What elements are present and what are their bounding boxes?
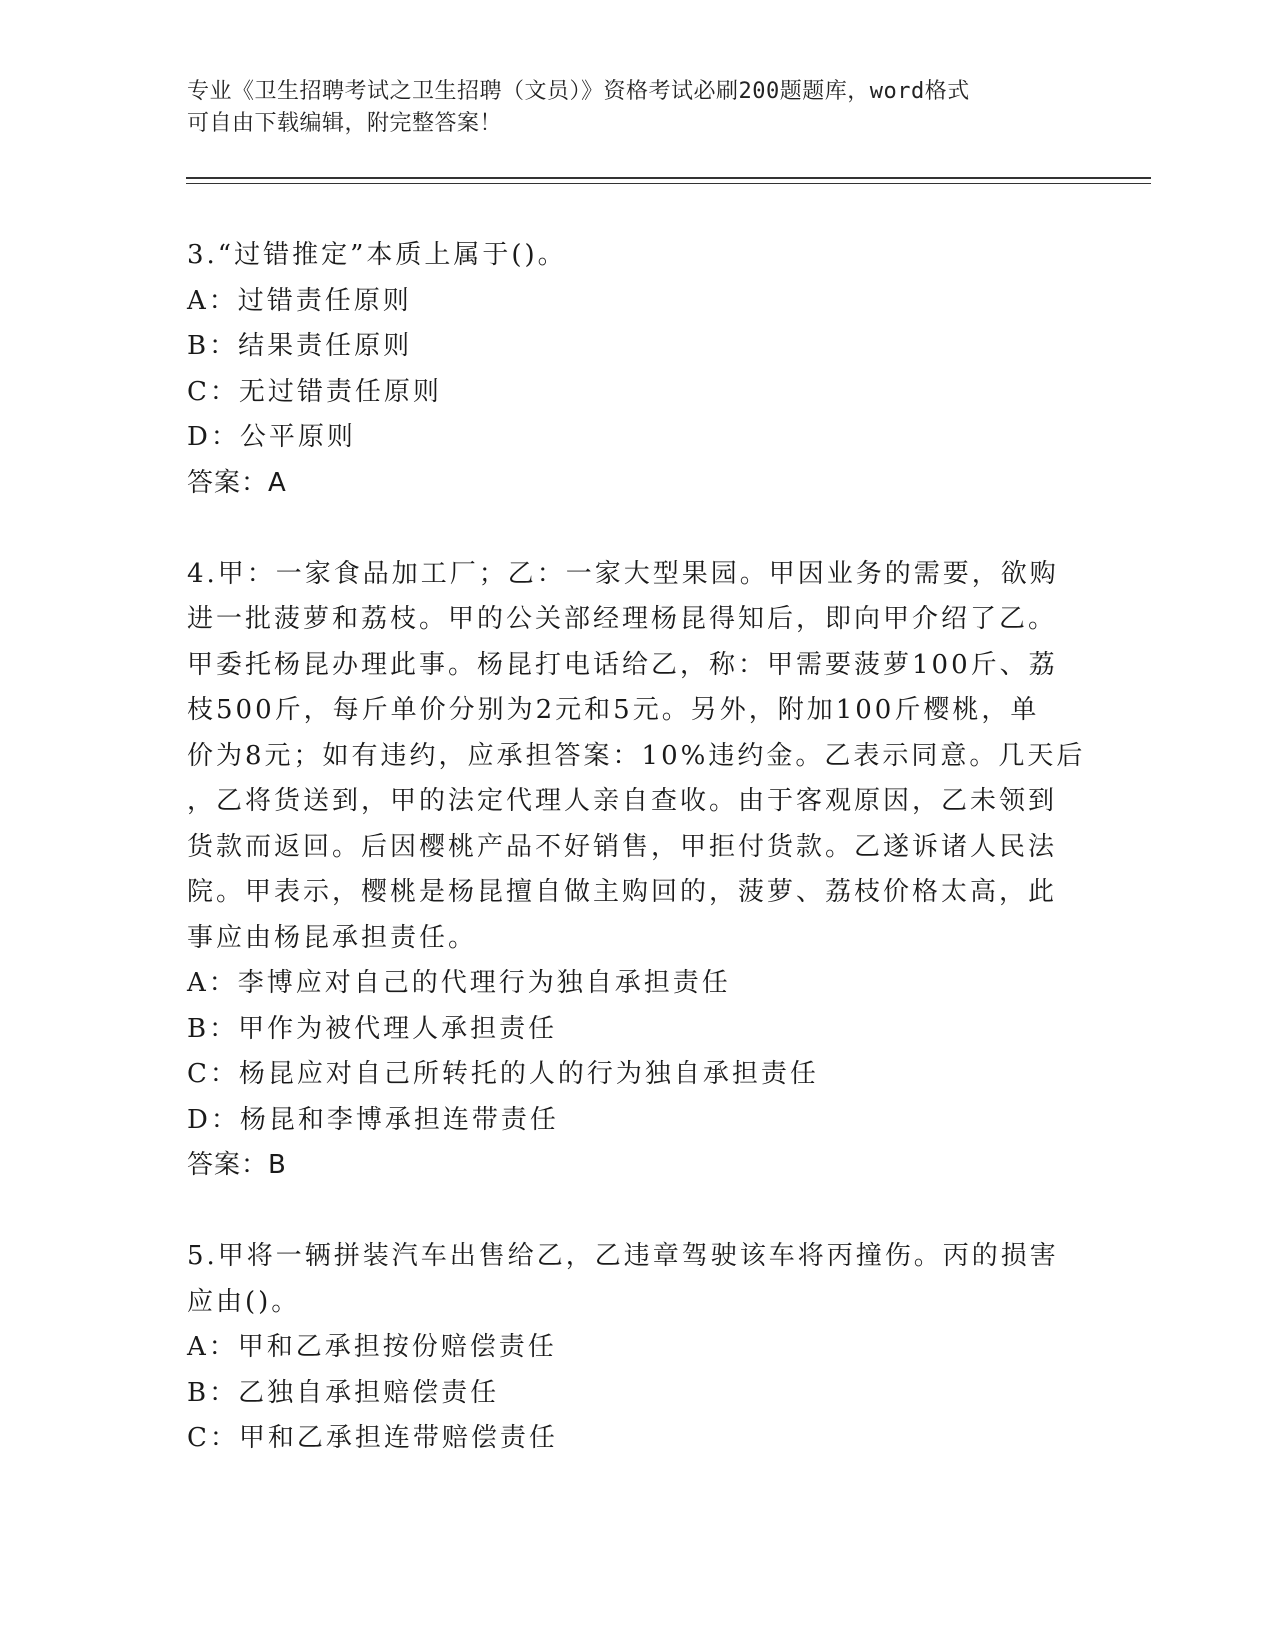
option-b: B：结果责任原则 (187, 331, 413, 361)
question-list (187, 233, 1086, 1462)
question-stem: 货款而返回。后因樱桃产品不好销售，甲拒付货款。乙遂诉诸人民法 (187, 831, 1058, 862)
answer-label: 答案：A (187, 467, 287, 498)
option-d: D：公平原则 (187, 422, 356, 452)
header-divider (186, 183, 1151, 184)
option-a: A：李博应对自己的代理行为独自承担责任 (187, 968, 731, 998)
question-stem: 事应由杨昆承担责任。 (187, 922, 478, 953)
question-stem: 应由()。 (187, 1286, 301, 1317)
option-b: B：乙独自承担赔偿责任 (187, 1377, 500, 1408)
question-stem: 4.甲：一家食品加工厂；乙：一家大型果园。甲因业务的需要，欲购 (187, 558, 1059, 589)
question-item (187, 552, 1086, 1189)
option-a: A：甲和乙承担按份赔偿责任 (187, 1332, 557, 1362)
question-item (187, 1234, 1067, 1462)
option-b: B：甲作为被代理人承担责任 (187, 1013, 558, 1044)
header-line: 专业《卫生招聘考试之卫生招聘（文员）》资格考试必刷200题题库，word格式 (187, 79, 970, 104)
answer-label: 答案：B (187, 1150, 287, 1180)
question-stem: 5.甲将一辆拼装汽车出售给乙，乙违章驾驶该车将丙撞伤。丙的损害 (187, 1241, 1059, 1271)
question-stem: 进一批菠萝和荔枝。甲的公关部经理杨昆得知后，即向甲介绍了乙。 (187, 604, 1058, 634)
header-line: 可自由下载编辑，附完整答案！ (187, 111, 503, 136)
question-stem: 3.“过错推定”本质上属于()。 (187, 240, 567, 270)
question-stem: 价为8元；如有违约，应承担答案：10%违约金。乙表示同意。几天后 (187, 740, 1086, 771)
question-item (187, 233, 1067, 506)
option-a: A：过错责任原则 (187, 285, 412, 316)
question-stem: 枝500斤，每斤单价分别为2元和5元。另外，附加100斤樱桃，单 (187, 695, 1040, 725)
option-c: C：无过错责任原则 (187, 376, 442, 407)
option-d: D：杨昆和李博承担连带责任 (187, 1104, 559, 1135)
option-c: C：杨昆应对自己所转托的人的行为独自承担责任 (187, 1059, 819, 1089)
question-stem: 院。甲表示，樱桃是杨昆擅自做主购回的，菠萝、荔枝价格太高，此 (187, 877, 1058, 907)
question-stem: 甲委托杨昆办理此事。杨昆打电话给乙，称：甲需要菠萝100斤、荔 (187, 649, 1058, 680)
document-header (187, 76, 1067, 140)
header-divider (186, 177, 1151, 179)
question-stem: ，乙将货送到，甲的法定代理人亲自查收。由于客观原因，乙未领到 (187, 786, 1058, 816)
option-c: C：甲和乙承担连带赔偿责任 (187, 1423, 558, 1453)
